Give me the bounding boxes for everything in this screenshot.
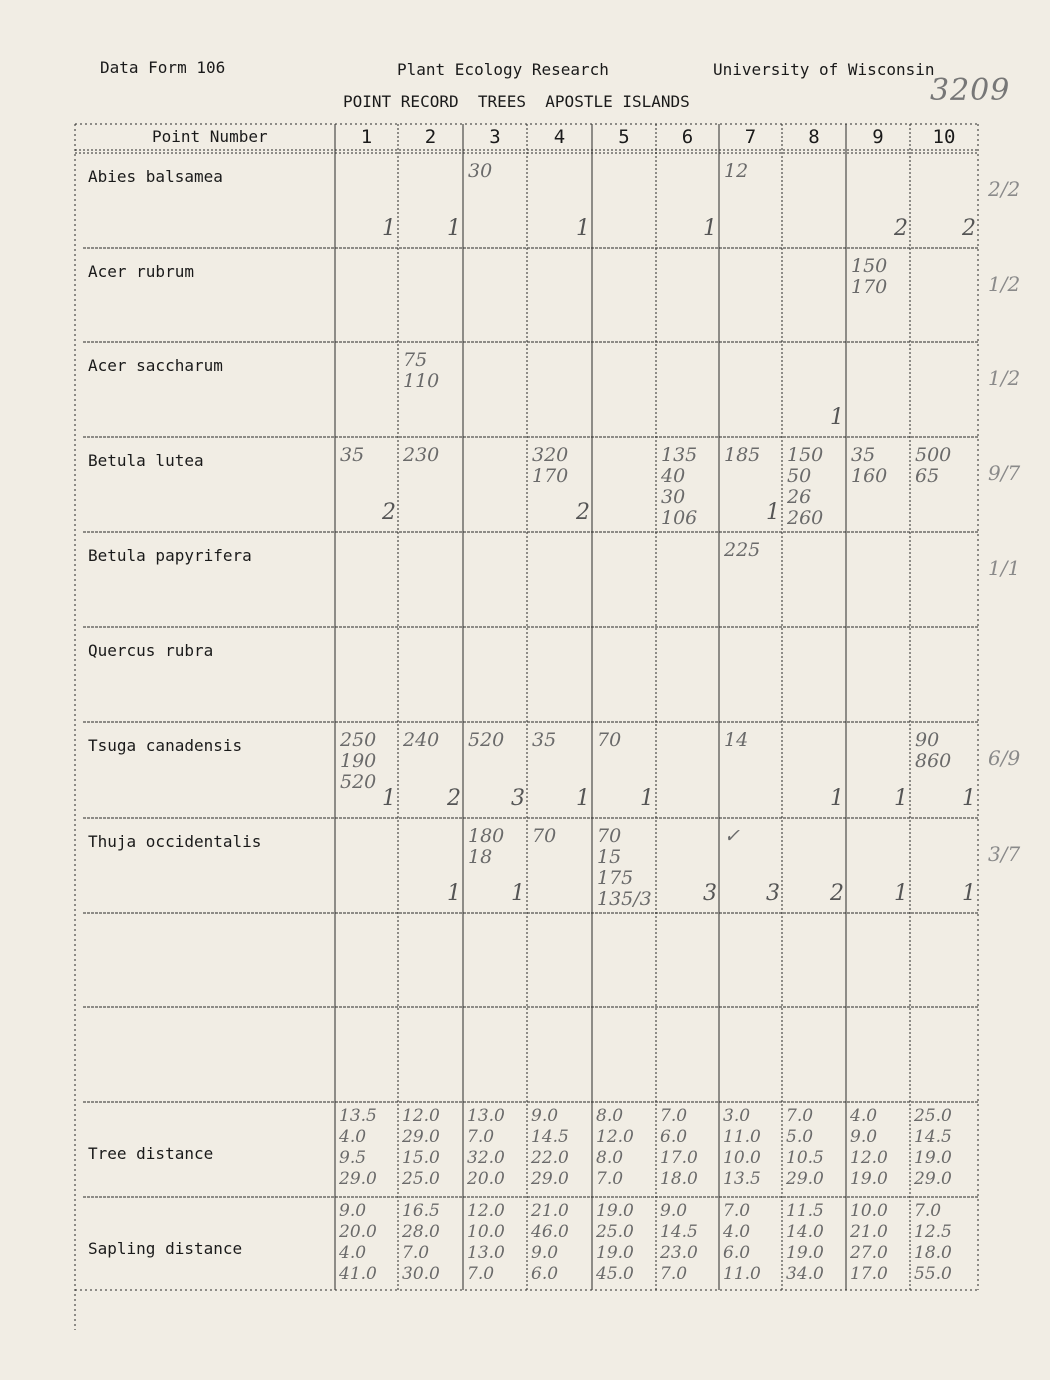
tally-count: 1 bbox=[894, 881, 908, 906]
point-number-label: Point Number bbox=[152, 127, 268, 146]
column-header-8: 8 bbox=[808, 126, 820, 148]
cell-value: 35 bbox=[340, 444, 365, 466]
distance-value: 21.0 bbox=[850, 1222, 888, 1242]
cell-value: 240 bbox=[403, 729, 440, 751]
cell-value: 110 bbox=[403, 370, 440, 392]
cell-value: 70 bbox=[597, 729, 622, 751]
distance-value: 32.0 bbox=[467, 1148, 505, 1168]
species-label: Quercus rubra bbox=[88, 641, 214, 660]
distance-value: 7.0 bbox=[786, 1106, 814, 1126]
cell-value: 190 bbox=[340, 750, 377, 772]
distance-value: 7.0 bbox=[402, 1243, 430, 1263]
tally-count: 2 bbox=[382, 500, 396, 525]
distance-value: 25.0 bbox=[596, 1222, 634, 1242]
distance-value: 9.0 bbox=[339, 1201, 367, 1221]
distance-value: 12.0 bbox=[596, 1127, 634, 1147]
distance-value: 29.0 bbox=[339, 1169, 377, 1189]
species-label: Tsuga canadensis bbox=[88, 736, 243, 755]
distance-value: 34.0 bbox=[786, 1264, 824, 1284]
cell-value: 18 bbox=[468, 846, 493, 868]
distance-value: 11.0 bbox=[723, 1264, 761, 1284]
distance-value: 20.0 bbox=[339, 1222, 377, 1242]
distance-value: 10.5 bbox=[786, 1148, 824, 1168]
margin-note: 2/2 bbox=[988, 177, 1021, 201]
cell-value: 40 bbox=[661, 465, 686, 487]
distance-value: 4.0 bbox=[339, 1127, 367, 1147]
distance-value: 29.0 bbox=[786, 1169, 824, 1189]
distance-value: 19.0 bbox=[914, 1148, 952, 1168]
tally-count: 3 bbox=[703, 881, 717, 906]
cell-value: 26 bbox=[787, 486, 812, 508]
cell-value: 135 bbox=[661, 444, 698, 466]
distance-value: 17.0 bbox=[660, 1148, 698, 1168]
cell-value: 160 bbox=[851, 465, 888, 487]
tally-count: 3 bbox=[766, 881, 780, 906]
tally-count: 1 bbox=[830, 786, 844, 811]
tally-count: 2 bbox=[447, 786, 461, 811]
tally-count: 3 bbox=[511, 786, 525, 811]
distance-value: 14.5 bbox=[914, 1127, 952, 1147]
distance-value: 17.0 bbox=[850, 1264, 888, 1284]
distance-value: 20.0 bbox=[467, 1169, 505, 1189]
distance-value: 13.0 bbox=[467, 1106, 505, 1126]
cell-value: 260 bbox=[787, 507, 824, 529]
margin-note: 6/9 bbox=[988, 746, 1021, 770]
cell-value: 150 bbox=[787, 444, 824, 466]
tally-count: 1 bbox=[511, 881, 525, 906]
distance-value: 41.0 bbox=[339, 1264, 377, 1284]
cell-value: 520 bbox=[468, 729, 505, 751]
tally-count: 1 bbox=[962, 786, 976, 811]
distance-value: 4.0 bbox=[850, 1106, 878, 1126]
distance-value: 9.0 bbox=[531, 1243, 559, 1263]
cell-value: 520 bbox=[340, 771, 377, 793]
cell-value: 135/3 bbox=[597, 888, 652, 910]
distance-value: 19.0 bbox=[596, 1201, 634, 1221]
tally-count: 1 bbox=[894, 786, 908, 811]
form-id: Data Form 106 bbox=[100, 58, 226, 77]
cell-value: 12 bbox=[724, 160, 749, 182]
cell-value: 70 bbox=[532, 825, 557, 847]
column-header-4: 4 bbox=[553, 126, 566, 148]
distance-value: 12.0 bbox=[402, 1106, 440, 1126]
distance-value: 55.0 bbox=[914, 1264, 952, 1284]
tally-count: 1 bbox=[447, 216, 461, 241]
distance-value: 13.5 bbox=[339, 1106, 377, 1126]
distance-value: 28.0 bbox=[402, 1222, 440, 1242]
tally-count: 1 bbox=[962, 881, 976, 906]
distance-value: 7.0 bbox=[723, 1201, 751, 1221]
distance-value: 21.0 bbox=[531, 1201, 569, 1221]
cell-value: ✓ bbox=[724, 825, 740, 847]
cell-value: 35 bbox=[532, 729, 557, 751]
margin-note: 1/2 bbox=[988, 366, 1021, 390]
record-number: 3209 bbox=[930, 73, 1011, 108]
margin-note: 1/2 bbox=[988, 272, 1021, 296]
cell-value: 30 bbox=[661, 486, 686, 508]
distance-value: 7.0 bbox=[914, 1201, 942, 1221]
distance-value: 19.0 bbox=[786, 1243, 824, 1263]
margin-note: 3/7 bbox=[988, 842, 1021, 866]
distance-value: 9.0 bbox=[531, 1106, 559, 1126]
column-header-5: 5 bbox=[618, 126, 630, 148]
cell-value: 225 bbox=[724, 539, 761, 561]
cell-value: 250 bbox=[340, 729, 377, 751]
distance-value: 14.5 bbox=[660, 1222, 698, 1242]
distance-value: 46.0 bbox=[531, 1222, 569, 1242]
cell-value: 75 bbox=[403, 349, 428, 371]
distance-value: 19.0 bbox=[850, 1169, 888, 1189]
distance-value: 29.0 bbox=[531, 1169, 569, 1189]
tally-count: 1 bbox=[382, 216, 396, 241]
distance-value: 13.5 bbox=[723, 1169, 761, 1189]
tally-count: 2 bbox=[830, 881, 844, 906]
cell-value: 35 bbox=[851, 444, 876, 466]
distance-value: 10.0 bbox=[467, 1222, 505, 1242]
cell-value: 65 bbox=[915, 465, 940, 487]
distance-value: 4.0 bbox=[723, 1222, 751, 1242]
tally-count: 1 bbox=[447, 881, 461, 906]
distance-value: 3.0 bbox=[723, 1106, 751, 1126]
cell-value: 860 bbox=[915, 750, 952, 772]
column-header-1: 1 bbox=[360, 126, 373, 148]
cell-value: 170 bbox=[532, 465, 569, 487]
margin-note: 9/7 bbox=[988, 461, 1021, 485]
distance-value: 10.0 bbox=[850, 1201, 888, 1221]
species-label: Acer saccharum bbox=[88, 356, 223, 375]
tally-count: 2 bbox=[962, 216, 976, 241]
form-title: POINT RECORD TREES APOSTLE ISLANDS bbox=[343, 92, 690, 111]
tally-count: 2 bbox=[576, 500, 590, 525]
cell-value: 500 bbox=[915, 444, 952, 466]
distance-value: 9.0 bbox=[660, 1201, 688, 1221]
column-header-10: 10 bbox=[932, 126, 956, 148]
distance-value: 29.0 bbox=[402, 1127, 440, 1147]
cell-value: 185 bbox=[724, 444, 761, 466]
university-name: University of Wisconsin bbox=[713, 60, 935, 79]
distance-label: Tree distance bbox=[88, 1144, 214, 1163]
distance-value: 19.0 bbox=[596, 1243, 634, 1263]
distance-value: 16.5 bbox=[402, 1201, 440, 1221]
tally-count: 1 bbox=[766, 500, 780, 525]
tally-count: 1 bbox=[830, 405, 844, 430]
cell-value: 175 bbox=[597, 867, 634, 889]
cell-value: 30 bbox=[468, 160, 493, 182]
distance-value: 6.0 bbox=[531, 1264, 559, 1284]
distance-label: Sapling distance bbox=[88, 1239, 243, 1258]
distance-value: 9.5 bbox=[339, 1148, 367, 1168]
cell-value: 170 bbox=[851, 276, 888, 298]
distance-value: 22.0 bbox=[531, 1148, 569, 1168]
distance-value: 9.0 bbox=[850, 1127, 878, 1147]
cell-value: 70 bbox=[597, 825, 622, 847]
column-header-6: 6 bbox=[681, 126, 694, 148]
distance-value: 5.0 bbox=[786, 1127, 814, 1147]
distance-value: 45.0 bbox=[596, 1264, 634, 1284]
distance-value: 12.0 bbox=[850, 1148, 888, 1168]
cell-value: 50 bbox=[787, 465, 812, 487]
distance-value: 7.0 bbox=[660, 1106, 688, 1126]
tally-count: 1 bbox=[640, 786, 654, 811]
cell-value: 90 bbox=[915, 729, 940, 751]
species-label: Betula papyrifera bbox=[88, 546, 252, 565]
distance-value: 18.0 bbox=[914, 1243, 952, 1263]
cell-value: 150 bbox=[851, 255, 888, 277]
column-header-2: 2 bbox=[424, 126, 437, 148]
column-header-9: 9 bbox=[872, 126, 884, 148]
cell-value: 180 bbox=[468, 825, 505, 847]
distance-value: 12.5 bbox=[914, 1222, 952, 1242]
distance-value: 23.0 bbox=[660, 1243, 698, 1263]
column-header-3: 3 bbox=[489, 126, 501, 148]
cell-value: 14 bbox=[724, 729, 749, 751]
tally-count: 1 bbox=[576, 216, 590, 241]
species-label: Thuja occidentalis bbox=[88, 832, 262, 851]
distance-value: 27.0 bbox=[850, 1243, 888, 1263]
column-header-7: 7 bbox=[744, 126, 757, 148]
cell-value: 230 bbox=[403, 444, 440, 466]
tally-count: 1 bbox=[576, 786, 590, 811]
distance-value: 13.0 bbox=[467, 1243, 505, 1263]
tally-count: 2 bbox=[894, 216, 908, 241]
distance-value: 7.0 bbox=[467, 1127, 495, 1147]
species-label: Betula lutea bbox=[88, 451, 204, 470]
distance-value: 18.0 bbox=[660, 1169, 698, 1189]
distance-value: 25.0 bbox=[914, 1106, 952, 1126]
species-label: Acer rubrum bbox=[88, 262, 194, 281]
margin-note: 1/1 bbox=[988, 556, 1021, 580]
species-label: Abies balsamea bbox=[88, 167, 223, 186]
cell-value: 15 bbox=[597, 846, 622, 868]
distance-value: 15.0 bbox=[402, 1148, 440, 1168]
distance-value: 12.0 bbox=[467, 1201, 505, 1221]
distance-value: 4.0 bbox=[339, 1243, 367, 1263]
tally-count: 1 bbox=[703, 216, 717, 241]
cell-value: 320 bbox=[532, 444, 569, 466]
distance-value: 30.0 bbox=[402, 1264, 440, 1284]
distance-value: 6.0 bbox=[660, 1127, 688, 1147]
distance-value: 7.0 bbox=[467, 1264, 495, 1284]
distance-value: 7.0 bbox=[660, 1264, 688, 1284]
distance-value: 8.0 bbox=[596, 1106, 624, 1126]
distance-value: 7.0 bbox=[596, 1169, 624, 1189]
tally-count: 1 bbox=[382, 786, 396, 811]
cell-value: 106 bbox=[661, 507, 698, 529]
distance-value: 14.0 bbox=[786, 1222, 824, 1242]
distance-value: 29.0 bbox=[914, 1169, 952, 1189]
distance-value: 14.5 bbox=[531, 1127, 569, 1147]
lab-name: Plant Ecology Research bbox=[397, 60, 609, 79]
distance-value: 10.0 bbox=[723, 1148, 761, 1168]
distance-value: 11.0 bbox=[723, 1127, 761, 1147]
distance-value: 8.0 bbox=[596, 1148, 624, 1168]
distance-value: 25.0 bbox=[402, 1169, 440, 1189]
distance-value: 11.5 bbox=[786, 1201, 824, 1221]
distance-value: 6.0 bbox=[723, 1243, 751, 1263]
